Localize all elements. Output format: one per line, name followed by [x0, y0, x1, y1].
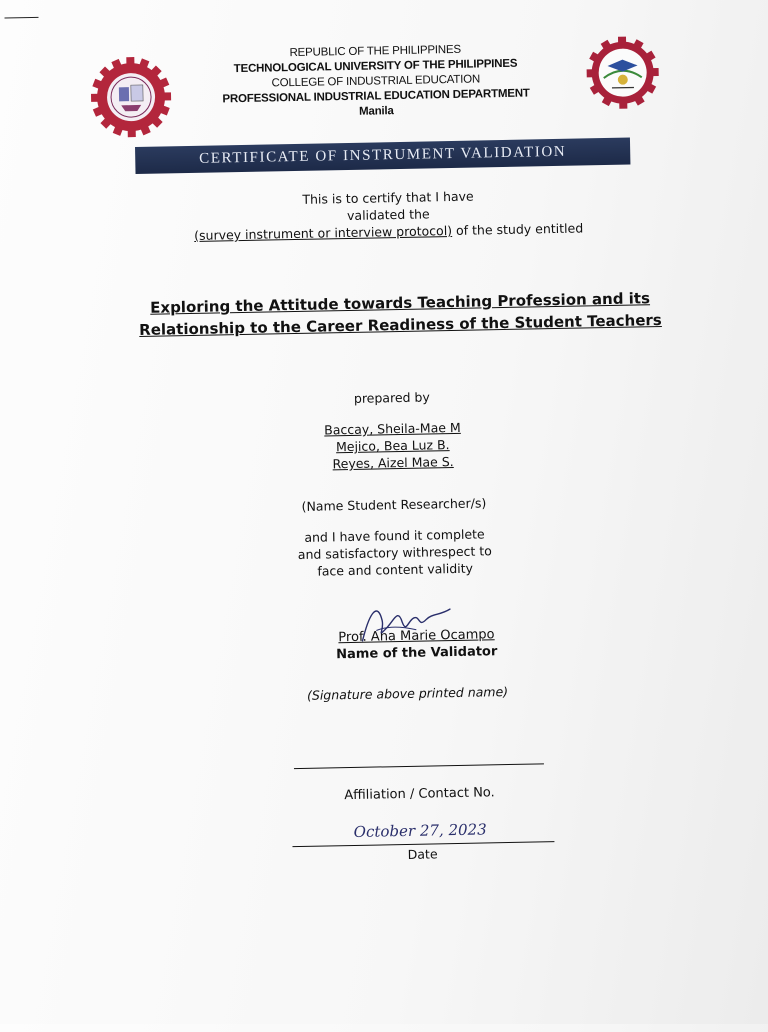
- validator-name-block: [306, 626, 527, 664]
- header-department: PROFESSIONAL INDUSTRIAL EDUCATION DEPARTMENT: [222, 87, 530, 106]
- certificate-banner: CERTIFICATE OF INSTRUMENT VALIDATION: [135, 138, 630, 174]
- certify-statement: [188, 185, 589, 244]
- certify-line-2: validated the: [346, 206, 430, 223]
- certify-line-1: This is to certify that I have: [302, 188, 474, 207]
- certify-suffix: of the study entitled: [451, 220, 584, 238]
- finding-line-1: and I have found it complete: [304, 526, 485, 545]
- study-title-line-1: Exploring the Attitude towards Teaching Profession and its: [150, 289, 651, 317]
- header-college: COLLEGE OF INDUSTRIAL EDUCATION: [271, 73, 481, 90]
- researcher-name: Baccay, Sheila-Mae M: [324, 419, 461, 438]
- researcher-name: Reyes, Aizel Mae S.: [332, 454, 454, 472]
- finding-line-2: and satisfactory withrespect to: [297, 543, 493, 563]
- date-label: Date: [407, 846, 438, 862]
- header-republic: REPUBLIC OF THE PHILIPPINES: [289, 43, 462, 60]
- college-seal-icon: [585, 35, 660, 110]
- researcher-list: [242, 417, 543, 474]
- validator-name: Prof. Ana Marie Ocampo: [338, 627, 495, 646]
- study-title: [130, 287, 671, 341]
- header-university: TECHNOLOGICAL UNIVERSITY OF THE PHILIPPINES: [233, 57, 518, 76]
- date-handwritten: October 27, 2023: [353, 820, 487, 841]
- tup-seal-icon: [88, 54, 174, 140]
- study-title-line-2: Relationship to the Career Readiness of the Student Teachers: [139, 310, 662, 340]
- researcher-caption: (Name Student Researcher/s): [301, 495, 487, 514]
- validator-label: Name of the Validator: [336, 644, 498, 663]
- finding-statement: [244, 524, 545, 581]
- affiliation-label: Affiliation / Contact No.: [344, 785, 495, 804]
- prepared-by-label: prepared by: [353, 389, 430, 406]
- corner-mark: [5, 17, 39, 19]
- instrument-type: (survey instrument or interview protocol): [194, 222, 453, 243]
- affiliation-line: [294, 763, 544, 769]
- institution-header: [195, 41, 556, 123]
- finding-line-3: face and content validity: [317, 560, 474, 579]
- researcher-name: Mejico, Bea Luz B.: [335, 437, 450, 455]
- header-city: Manila: [358, 105, 394, 118]
- signature-note: (Signature above printed name): [306, 683, 509, 703]
